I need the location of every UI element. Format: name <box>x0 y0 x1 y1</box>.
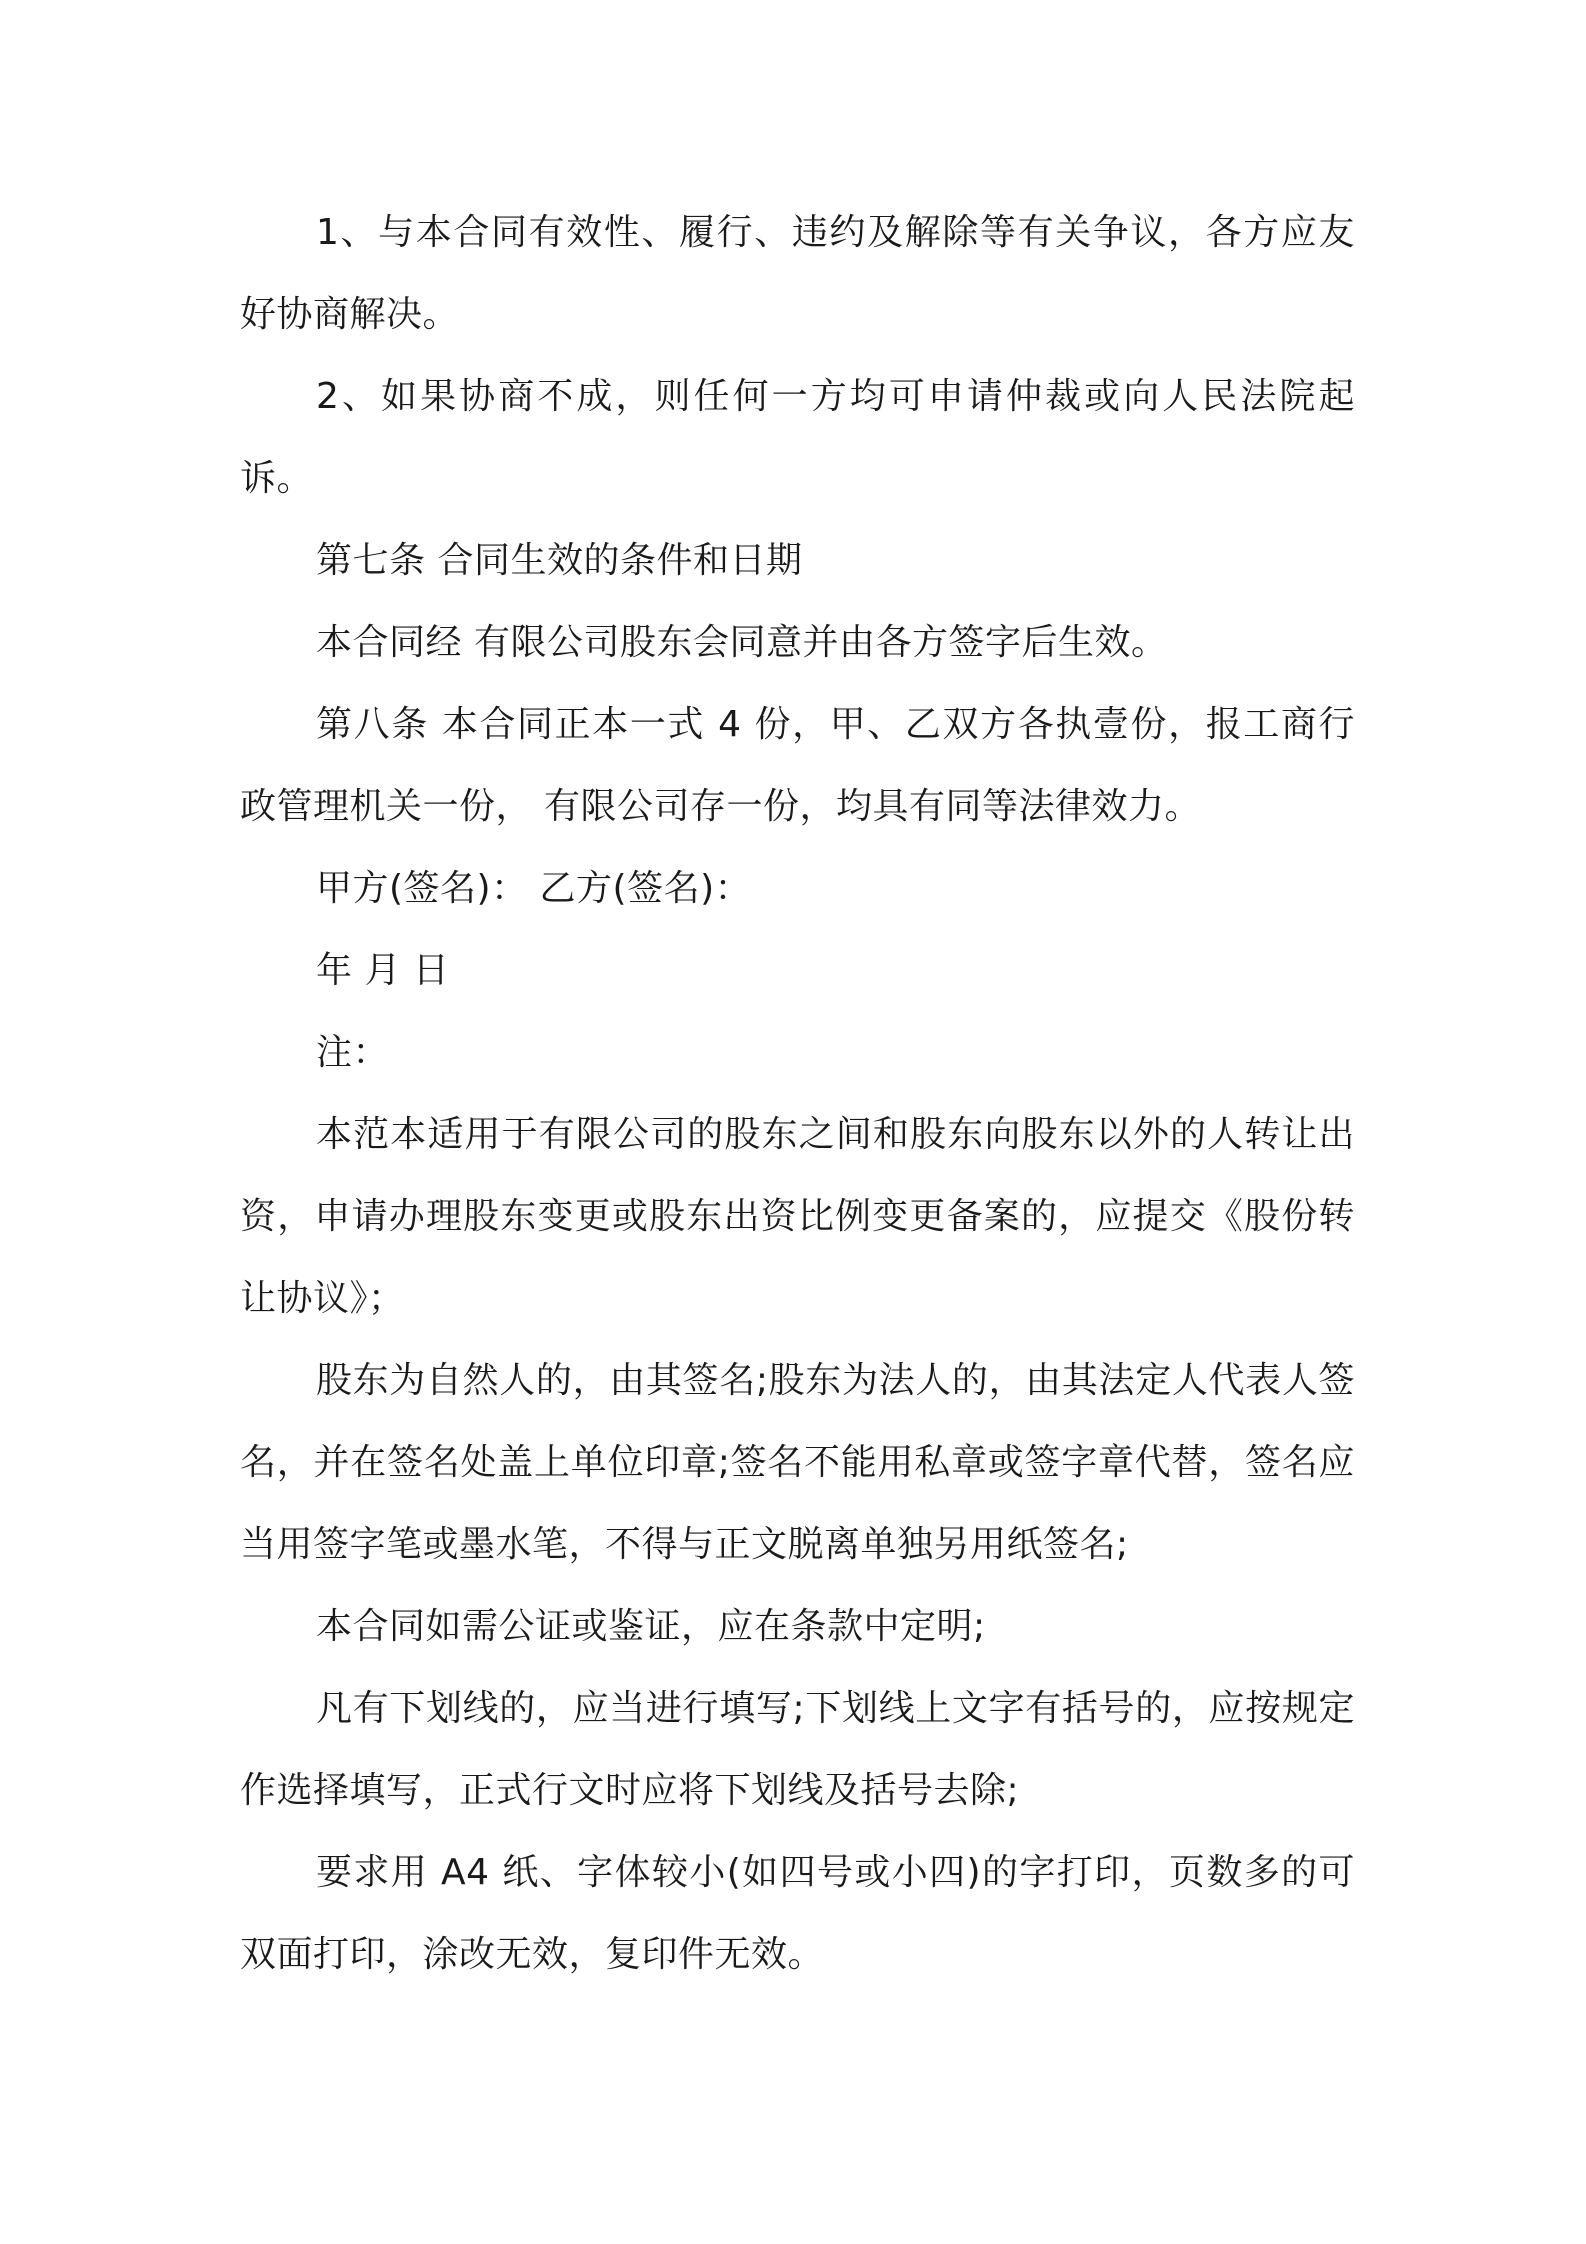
note-underline-filling: 凡有下划线的，应当进行填写;下划线上文字有括号的，应按规定作选择填写，正式行文时应将下划线及括号去除; <box>240 1688 1355 1811</box>
article-seven-heading: 第七条 合同生效的条件和日期 <box>316 540 803 581</box>
document-body <box>240 192 1355 1996</box>
note-heading: 注： <box>316 1032 390 1073</box>
note-notarization: 本合同如需公证或鉴证，应在条款中定明; <box>316 1606 986 1647</box>
date-line: 年 月 日 <box>316 950 450 991</box>
article-eight-copies: 第八条 本合同正本一式 4 份，甲、乙双方各执壹份，报工商行政管理机关一份， 有限公司存一份，均具有同等法律效力。 <box>240 704 1355 827</box>
paragraph-arbitration: 2、如果协商不成，则任何一方均可申请仲裁或向人民法院起诉。 <box>240 376 1355 499</box>
note-printing: 要求用 A4 纸、字体较小(如四号或小四)的字打印，页数多的可双面打印，涂改无效，复印件无效。 <box>240 1852 1355 1975</box>
note-scope: 本范本适用于有限公司的股东之间和股东向股东以外的人转让出资，申请办理股东变更或股东出资比例变更备案的，应提交《股份转让协议》； <box>240 1114 1355 1319</box>
note-signature-rules: 股东为自然人的，由其签名;股东为法人的，由其法定人代表人签名，并在签名处盖上单位印章;签名不能用私章或签字章代替，签名应当用签字笔或墨水笔，不得与正文脱离单独另用纸签名; <box>240 1360 1355 1565</box>
signature-line: 甲方(签名)： 乙方(签名)： <box>316 868 752 909</box>
paragraph-effectiveness: 本合同经 有限公司股东会同意并由各方签字后生效。 <box>316 622 1168 663</box>
paragraph-dispute-negotiation: 1、与本合同有效性、履行、违约及解除等有关争议，各方应友好协商解决。 <box>240 212 1355 335</box>
